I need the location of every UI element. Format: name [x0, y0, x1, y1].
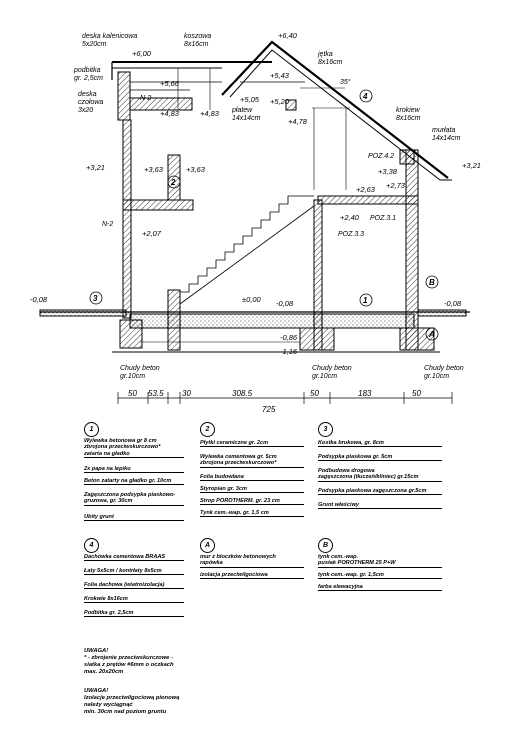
- dim-6: 183: [358, 389, 372, 398]
- dim-7: 50: [412, 389, 421, 398]
- spec-3: [318, 422, 448, 527]
- label-poz33: POZ.3.3: [338, 231, 365, 238]
- level-086: -0,86: [280, 333, 298, 342]
- label-podbitka: podbitka gr. 2,5cm: [74, 67, 103, 82]
- stairs: [180, 196, 314, 304]
- label-koszowa: koszowa 8x16cm: [184, 33, 212, 48]
- level-240: +2,40: [340, 213, 359, 222]
- level-640: +6,40: [278, 31, 297, 40]
- spec-3-row: Podbudowa drogowa zagęszczona (tłuczeń/kliniec) gr.15cm: [318, 468, 442, 482]
- marker-2: 2: [171, 178, 176, 187]
- spec-a: [200, 538, 310, 598]
- level-483-a: +4,83: [160, 109, 179, 118]
- label-angle: 35°: [340, 79, 351, 86]
- spec-4: [84, 538, 190, 618]
- dim-total: 725: [262, 405, 276, 414]
- level-008-a: -0,08: [30, 295, 48, 304]
- label-line: gr. 2,5cm: [74, 75, 103, 82]
- note-reinforcement: UWAGA! * - zbrojenie przeciwskurczowe - siatka z prętów #6mm o oczkach max. 20x20cm: [84, 648, 174, 675]
- level-273: +2,73: [386, 181, 405, 190]
- label-line: 5x20cm: [82, 41, 107, 48]
- note-insulation: UWAGA! Izolacje przeciwilgociową pionową należy wyciągnąć min. 30cm nad poziom gruntu: [84, 688, 180, 715]
- level-008-b: -0,08: [276, 299, 294, 308]
- label-line: gr.10cm: [424, 373, 450, 380]
- label-chudy-1: Chudy beton gr.10cm: [120, 365, 160, 380]
- spec-2-row: Folia budowlana: [200, 474, 304, 481]
- dimension-line: [118, 392, 452, 404]
- dim-2: 53.5: [148, 389, 164, 398]
- level-338: +3,38: [378, 167, 397, 176]
- spec-1-mark: 1: [84, 422, 99, 437]
- marker-b: B: [429, 278, 435, 287]
- dim-3: 30: [182, 389, 191, 398]
- spec-a-mark: A: [200, 538, 215, 553]
- marker-1: 1: [363, 296, 368, 305]
- spec-3-row: Grunt właściwy: [318, 502, 442, 509]
- spec-2: [200, 422, 310, 527]
- level-566: +5,66: [160, 79, 179, 88]
- level-478: +4,78: [288, 117, 307, 126]
- label-line: 14x14cm: [232, 115, 261, 122]
- spec-a-row: izolacja przeciwilgociowa: [200, 572, 304, 579]
- level-116: -1,16: [280, 347, 298, 356]
- label-line: gr.10cm: [312, 373, 338, 380]
- level-505: +5,05: [240, 95, 259, 104]
- spec-1-row: Beton zatarty na gładko gr. 10cm: [84, 478, 184, 485]
- spec-1-row: Wylewka betonowa gr 8 cm zbrojona przeciwskurczowo* zatarta na gładko: [84, 438, 184, 458]
- label-line: 3x20: [78, 107, 94, 114]
- spec-3-row: Podsypka piaskowa zagęszczona gr.5cm: [318, 488, 442, 495]
- label-line: 8x16cm: [318, 59, 343, 66]
- spec-a-row: mur z bloczków betonowych rapówka: [200, 554, 304, 568]
- spec-4-row: Łaty 5x5cm / kontrłaty 8x5cm: [84, 568, 184, 575]
- spec-b-row: tynk cem.-wap. gr. 1,5cm: [318, 572, 442, 579]
- spec-1: [84, 422, 190, 527]
- spec-4-row: Folia dachowa (wiatroizolacja): [84, 582, 184, 589]
- label-line: 14x14cm: [432, 135, 461, 142]
- label-chudy-2: Chudy beton gr.10cm: [312, 365, 352, 380]
- marker-4: 4: [363, 92, 368, 101]
- dim-4: 308.5: [232, 389, 253, 398]
- spec-2-row: Strop POROTHERM. gr. 23 cm: [200, 498, 304, 505]
- spec-1-row: Zagęszczona podsypka piaskowo- gruzowa, gr. 30cm: [84, 492, 184, 506]
- level-483-b: +4,83: [200, 109, 219, 118]
- label-line: gr.10cm: [120, 373, 146, 380]
- spec-b-row: farba elewacyjna: [318, 584, 442, 591]
- level-321-a: +3,21: [86, 163, 105, 172]
- spec-4-row: Dachówka cementowa BRAAS: [84, 554, 184, 561]
- level-600: +6,00: [132, 49, 151, 58]
- label-chudy-3: Chudy beton gr.10cm: [424, 365, 464, 380]
- spec-2-row: Tynk cem.-wap. gr. 1,5 cm: [200, 510, 304, 517]
- spec-b-row: tynk cem.-wap. pustak POROTHERM 25 P+W: [318, 554, 442, 568]
- marker-a: A: [429, 330, 435, 339]
- spec-2-row: Wylewka cementowa gr. 5cm zbrojona przeciwskurczowo*: [200, 454, 304, 468]
- spec-3-mark: 3: [318, 422, 333, 437]
- spec-4-row: Krokwie 8x16cm: [84, 596, 184, 603]
- label-line: czołowa: [78, 99, 104, 106]
- label-jetka: jętka 8x16cm: [318, 51, 343, 66]
- level-000: ±0,00: [242, 295, 261, 304]
- dim-5: 50: [310, 389, 319, 398]
- spec-3-row: Kostka brukowa, gr. 8cm: [318, 440, 442, 447]
- label-poz31: POZ.3.1: [370, 215, 397, 222]
- foundation: [40, 310, 470, 352]
- level-008-c: -0,08: [444, 299, 462, 308]
- label-deska-czolowa: deska czołowa 3x20: [78, 91, 104, 114]
- spec-2-row: Styropian gr. 3cm: [200, 486, 304, 493]
- label-n2-upper: N-2: [140, 95, 152, 102]
- level-321-b: +3,21: [462, 161, 481, 170]
- spec-4-mark: 4: [84, 538, 99, 553]
- level-207: +2,07: [142, 229, 161, 238]
- spec-b-mark: B: [318, 538, 333, 553]
- spec-4-row: Podbitka gr. 2,5cm: [84, 610, 184, 617]
- label-murlata: murłata 14x14cm: [432, 127, 461, 142]
- level-520: +5,20: [270, 97, 289, 106]
- label-platew: płatew 14x14cm: [232, 107, 261, 122]
- spec-1-row: Ubity grunt: [84, 514, 184, 521]
- label-poz42: POZ.4.2: [368, 153, 395, 160]
- spec-2-mark: 2: [200, 422, 215, 437]
- level-363-b: +3,63: [186, 165, 205, 174]
- level-543: +5,43: [270, 71, 289, 80]
- label-krokiew: krokiew 8x16cm: [396, 107, 421, 122]
- label-n2-lower: N-2: [102, 221, 114, 228]
- spec-1-row: 2x papa na lepiku: [84, 466, 184, 473]
- spec-2-row: Płytki ceramiczne gr. 2cm: [200, 440, 304, 447]
- label-deska-kalenicowa: deska kalenicowa 5x20cm: [82, 33, 138, 48]
- spec-3-row: Podsypka piaskowa gr. 5cm: [318, 454, 442, 461]
- dim-1: 50: [128, 389, 137, 398]
- marker-3: 3: [93, 294, 98, 303]
- level-363-a: +3,63: [144, 165, 163, 174]
- label-line: 8x16cm: [184, 41, 209, 48]
- level-263: +2,63: [356, 185, 375, 194]
- label-line: 8x16cm: [396, 115, 421, 122]
- spec-b: [318, 538, 448, 608]
